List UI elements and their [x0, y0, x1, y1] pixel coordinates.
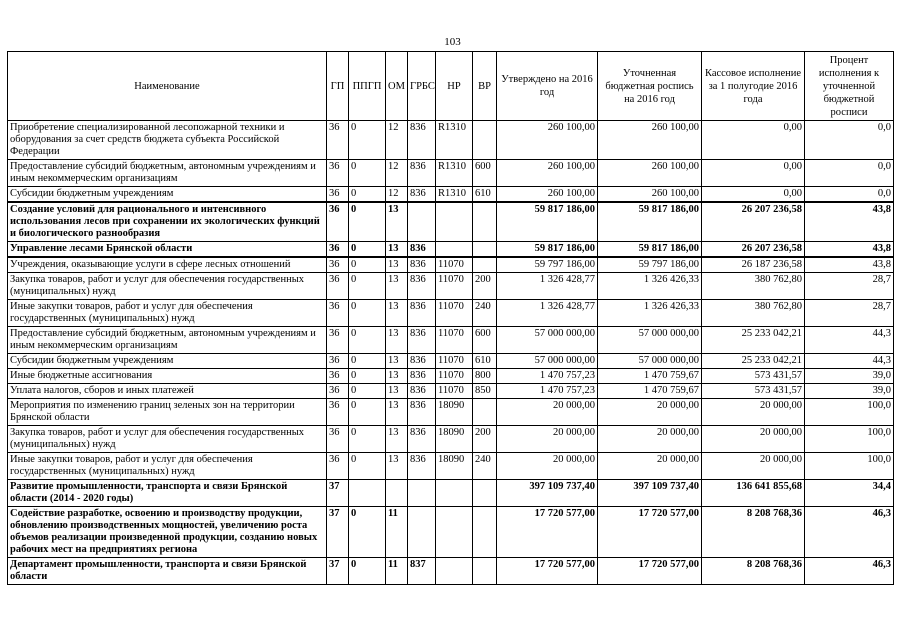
table-header-row [8, 52, 894, 121]
cell-gp: 36 [327, 187, 349, 203]
cell-ppgp: 0 [349, 160, 386, 187]
cell-percent: 44,3 [805, 327, 894, 354]
cell-om: 13 [386, 426, 408, 453]
cell-revised: 59 797 186,00 [598, 257, 702, 273]
cell-grbs: 836 [408, 242, 436, 258]
cell-om: 13 [386, 327, 408, 354]
cell-grbs: 836 [408, 273, 436, 300]
cell-name: Мероприятия по изменению границ зеленых зон на территории Брянской области [8, 399, 327, 426]
cell-vr: 850 [473, 384, 497, 399]
cell-approved: 260 100,00 [497, 187, 598, 203]
cell-approved: 59 817 186,00 [497, 202, 598, 242]
cell-np: 11070 [436, 257, 473, 273]
cell-vr: 200 [473, 426, 497, 453]
cell-np: 11070 [436, 273, 473, 300]
cell-gp: 36 [327, 202, 349, 242]
cell-vr [473, 399, 497, 426]
cell-cash: 20 000,00 [702, 399, 805, 426]
cell-ppgp: 0 [349, 202, 386, 242]
cell-np: 18090 [436, 399, 473, 426]
cell-ppgp: 0 [349, 453, 386, 480]
cell-om: 13 [386, 202, 408, 242]
cell-om: 11 [386, 507, 408, 558]
cell-vr: 610 [473, 187, 497, 203]
cell-name: Закупка товаров, работ и услуг для обеспечения государственных (муниципальных) нужд [8, 426, 327, 453]
cell-ppgp: 0 [349, 327, 386, 354]
cell-om: 13 [386, 384, 408, 399]
cell-om: 12 [386, 187, 408, 203]
cell-om: 13 [386, 354, 408, 369]
cell-revised: 59 817 186,00 [598, 242, 702, 258]
table-row [8, 558, 894, 585]
cell-om [386, 480, 408, 507]
cell-vr [473, 121, 497, 160]
table-row [8, 369, 894, 384]
cell-ppgp: 0 [349, 558, 386, 585]
table-row [8, 453, 894, 480]
cell-om: 12 [386, 160, 408, 187]
cell-np: 18090 [436, 426, 473, 453]
cell-np: R1310 [436, 160, 473, 187]
table-row [8, 327, 894, 354]
cell-om: 12 [386, 121, 408, 160]
cell-revised: 20 000,00 [598, 426, 702, 453]
table-row [8, 480, 894, 507]
cell-percent: 46,3 [805, 507, 894, 558]
cell-grbs: 836 [408, 399, 436, 426]
cell-vr: 610 [473, 354, 497, 369]
cell-cash: 25 233 042,21 [702, 327, 805, 354]
cell-revised: 59 817 186,00 [598, 202, 702, 242]
cell-gp: 36 [327, 369, 349, 384]
header-revised: Уточненная бюджетная роспись на 2016 год [598, 52, 702, 121]
cell-grbs: 836 [408, 426, 436, 453]
cell-revised: 1 326 426,33 [598, 273, 702, 300]
cell-approved: 59 797 186,00 [497, 257, 598, 273]
page-number: 103 [444, 36, 461, 48]
cell-gp: 36 [327, 426, 349, 453]
cell-percent: 43,8 [805, 257, 894, 273]
cell-name: Предоставление субсидий бюджетным, автономным учреждениям и иным некоммерческим организациям [8, 327, 327, 354]
cell-name: Иные бюджетные ассигнования [8, 369, 327, 384]
cell-np: 11070 [436, 300, 473, 327]
cell-grbs: 836 [408, 354, 436, 369]
cell-cash: 0,00 [702, 187, 805, 203]
cell-gp: 36 [327, 453, 349, 480]
table-row [8, 121, 894, 160]
cell-ppgp: 0 [349, 187, 386, 203]
header-approved: Утверждено на 2016 год [497, 52, 598, 121]
cell-gp: 37 [327, 480, 349, 507]
cell-percent: 34,4 [805, 480, 894, 507]
cell-revised: 260 100,00 [598, 121, 702, 160]
cell-om: 13 [386, 257, 408, 273]
cell-percent: 28,7 [805, 300, 894, 327]
cell-percent: 0,0 [805, 160, 894, 187]
cell-revised: 57 000 000,00 [598, 354, 702, 369]
budget-table [7, 51, 894, 585]
cell-gp: 36 [327, 242, 349, 258]
cell-vr [473, 202, 497, 242]
cell-grbs: 836 [408, 160, 436, 187]
cell-approved: 20 000,00 [497, 453, 598, 480]
cell-ppgp: 0 [349, 242, 386, 258]
cell-vr: 240 [473, 300, 497, 327]
cell-cash: 8 208 768,36 [702, 507, 805, 558]
cell-grbs: 837 [408, 558, 436, 585]
cell-cash: 380 762,80 [702, 300, 805, 327]
cell-np [436, 558, 473, 585]
header-cash: Кассовое исполнение за 1 полугодие 2016 года [702, 52, 805, 121]
table-row [8, 399, 894, 426]
cell-percent: 0,0 [805, 187, 894, 203]
cell-grbs: 836 [408, 369, 436, 384]
cell-revised: 1 470 759,67 [598, 369, 702, 384]
cell-name: Приобретение специализированной лесопожарной техники и оборудования за счет средств бюджета субъекта Российской Федерации [8, 121, 327, 160]
cell-gp: 36 [327, 300, 349, 327]
table-row [8, 202, 894, 242]
cell-approved: 1 326 428,77 [497, 300, 598, 327]
header-name: Наименование [8, 52, 327, 121]
table-body [8, 121, 894, 585]
cell-vr: 600 [473, 160, 497, 187]
cell-np: 11070 [436, 327, 473, 354]
cell-ppgp: 0 [349, 369, 386, 384]
cell-name: Уплата налогов, сборов и иных платежей [8, 384, 327, 399]
cell-gp: 36 [327, 384, 349, 399]
header-ppgp: ППГП [349, 52, 386, 121]
cell-percent: 28,7 [805, 273, 894, 300]
cell-revised: 1 326 426,33 [598, 300, 702, 327]
cell-revised: 20 000,00 [598, 453, 702, 480]
cell-cash: 573 431,57 [702, 384, 805, 399]
cell-vr: 800 [473, 369, 497, 384]
cell-revised: 260 100,00 [598, 160, 702, 187]
header-vr: ВР [473, 52, 497, 121]
cell-vr [473, 507, 497, 558]
cell-cash: 26 187 236,58 [702, 257, 805, 273]
cell-gp: 36 [327, 354, 349, 369]
cell-approved: 57 000 000,00 [497, 354, 598, 369]
cell-percent: 100,0 [805, 453, 894, 480]
cell-revised: 1 470 759,67 [598, 384, 702, 399]
cell-ppgp: 0 [349, 121, 386, 160]
table-row [8, 507, 894, 558]
cell-cash: 0,00 [702, 121, 805, 160]
cell-gp: 36 [327, 160, 349, 187]
cell-grbs: 836 [408, 121, 436, 160]
cell-name: Развитие промышленности, транспорта и связи Брянской области (2014 - 2020 годы) [8, 480, 327, 507]
cell-gp: 36 [327, 273, 349, 300]
cell-percent: 44,3 [805, 354, 894, 369]
cell-approved: 397 109 737,40 [497, 480, 598, 507]
cell-ppgp: 0 [349, 426, 386, 453]
header-gp: ГП [327, 52, 349, 121]
cell-om: 13 [386, 242, 408, 258]
cell-np [436, 507, 473, 558]
cell-grbs: 836 [408, 384, 436, 399]
cell-np: 18090 [436, 453, 473, 480]
cell-cash: 0,00 [702, 160, 805, 187]
cell-np [436, 242, 473, 258]
cell-om: 11 [386, 558, 408, 585]
cell-vr: 600 [473, 327, 497, 354]
header-om: ОМ [386, 52, 408, 121]
cell-ppgp: 0 [349, 384, 386, 399]
cell-percent: 43,8 [805, 202, 894, 242]
cell-grbs: 836 [408, 300, 436, 327]
cell-name: Иные закупки товаров, работ и услуг для обеспечения государственных (муниципальных) нужд [8, 300, 327, 327]
cell-grbs: 836 [408, 187, 436, 203]
cell-cash: 8 208 768,36 [702, 558, 805, 585]
cell-om: 13 [386, 399, 408, 426]
cell-vr [473, 480, 497, 507]
cell-ppgp: 0 [349, 354, 386, 369]
cell-np: 11070 [436, 384, 473, 399]
cell-grbs: 836 [408, 453, 436, 480]
cell-percent: 46,3 [805, 558, 894, 585]
cell-grbs [408, 507, 436, 558]
table-row [8, 300, 894, 327]
cell-vr: 240 [473, 453, 497, 480]
cell-cash: 573 431,57 [702, 369, 805, 384]
header-grbs: ГРБС [408, 52, 436, 121]
cell-ppgp: 0 [349, 399, 386, 426]
cell-gp: 36 [327, 257, 349, 273]
cell-percent: 39,0 [805, 384, 894, 399]
cell-percent: 100,0 [805, 399, 894, 426]
cell-approved: 1 326 428,77 [497, 273, 598, 300]
cell-vr [473, 558, 497, 585]
cell-name: Субсидии бюджетным учреждениям [8, 187, 327, 203]
cell-cash: 136 641 855,68 [702, 480, 805, 507]
table-row [8, 384, 894, 399]
cell-revised: 17 720 577,00 [598, 507, 702, 558]
cell-gp: 37 [327, 507, 349, 558]
cell-vr [473, 242, 497, 258]
cell-ppgp: 0 [349, 257, 386, 273]
cell-approved: 1 470 757,23 [497, 369, 598, 384]
cell-np [436, 202, 473, 242]
cell-ppgp: 0 [349, 273, 386, 300]
cell-np: 11070 [436, 369, 473, 384]
header-percent: Процент исполнения к уточненной бюджетной росписи [805, 52, 894, 121]
cell-om: 13 [386, 453, 408, 480]
cell-revised: 260 100,00 [598, 187, 702, 203]
cell-name: Иные закупки товаров, работ и услуг для обеспечения государственных (муниципальных) нужд [8, 453, 327, 480]
cell-approved: 17 720 577,00 [497, 558, 598, 585]
cell-ppgp: 0 [349, 300, 386, 327]
cell-om: 13 [386, 300, 408, 327]
cell-ppgp [349, 480, 386, 507]
cell-ppgp: 0 [349, 507, 386, 558]
cell-np: 11070 [436, 354, 473, 369]
cell-om: 13 [386, 369, 408, 384]
table-row [8, 426, 894, 453]
cell-grbs: 836 [408, 257, 436, 273]
cell-vr: 200 [473, 273, 497, 300]
table-row [8, 160, 894, 187]
cell-cash: 20 000,00 [702, 453, 805, 480]
table-row [8, 257, 894, 273]
cell-percent: 100,0 [805, 426, 894, 453]
cell-approved: 59 817 186,00 [497, 242, 598, 258]
cell-approved: 57 000 000,00 [497, 327, 598, 354]
cell-grbs [408, 202, 436, 242]
cell-name: Учреждения, оказывающие услуги в сфере лесных отношений [8, 257, 327, 273]
cell-revised: 57 000 000,00 [598, 327, 702, 354]
cell-approved: 260 100,00 [497, 160, 598, 187]
cell-gp: 36 [327, 327, 349, 354]
cell-name: Закупка товаров, работ и услуг для обеспечения государственных (муниципальных) нужд [8, 273, 327, 300]
cell-approved: 20 000,00 [497, 399, 598, 426]
cell-np: R1310 [436, 121, 473, 160]
cell-name: Создание условий для рационального и интенсивного использования лесов при сохранении их экологических функций и биологического разнообразия [8, 202, 327, 242]
cell-revised: 397 109 737,40 [598, 480, 702, 507]
cell-percent: 0,0 [805, 121, 894, 160]
cell-name: Субсидии бюджетным учреждениям [8, 354, 327, 369]
cell-name: Содействие разработке, освоению и производству продукции, обновлению производственных мощностей, увеличению роста объемов реализации произведенной продукции, созданию новых рабочих мест на предприятиях региона [8, 507, 327, 558]
cell-cash: 20 000,00 [702, 426, 805, 453]
cell-np: R1310 [436, 187, 473, 203]
table-row [8, 187, 894, 203]
cell-np [436, 480, 473, 507]
cell-grbs: 836 [408, 327, 436, 354]
cell-approved: 20 000,00 [497, 426, 598, 453]
table-row [8, 273, 894, 300]
cell-percent: 39,0 [805, 369, 894, 384]
cell-name: Департамент промышленности, транспорта и связи Брянской области [8, 558, 327, 585]
cell-approved: 260 100,00 [497, 121, 598, 160]
cell-gp: 37 [327, 558, 349, 585]
cell-cash: 26 207 236,58 [702, 202, 805, 242]
header-np: НР [436, 52, 473, 121]
cell-om: 13 [386, 273, 408, 300]
cell-cash: 380 762,80 [702, 273, 805, 300]
cell-grbs [408, 480, 436, 507]
table-row [8, 354, 894, 369]
cell-gp: 36 [327, 399, 349, 426]
cell-cash: 26 207 236,58 [702, 242, 805, 258]
cell-vr [473, 257, 497, 273]
cell-revised: 17 720 577,00 [598, 558, 702, 585]
cell-revised: 20 000,00 [598, 399, 702, 426]
cell-name: Управление лесами Брянской области [8, 242, 327, 258]
cell-approved: 17 720 577,00 [497, 507, 598, 558]
cell-cash: 25 233 042,21 [702, 354, 805, 369]
table-row [8, 242, 894, 258]
cell-percent: 43,8 [805, 242, 894, 258]
cell-name: Предоставление субсидий бюджетным, автономным учреждениям и иным некоммерческим организациям [8, 160, 327, 187]
cell-gp: 36 [327, 121, 349, 160]
cell-approved: 1 470 757,23 [497, 384, 598, 399]
